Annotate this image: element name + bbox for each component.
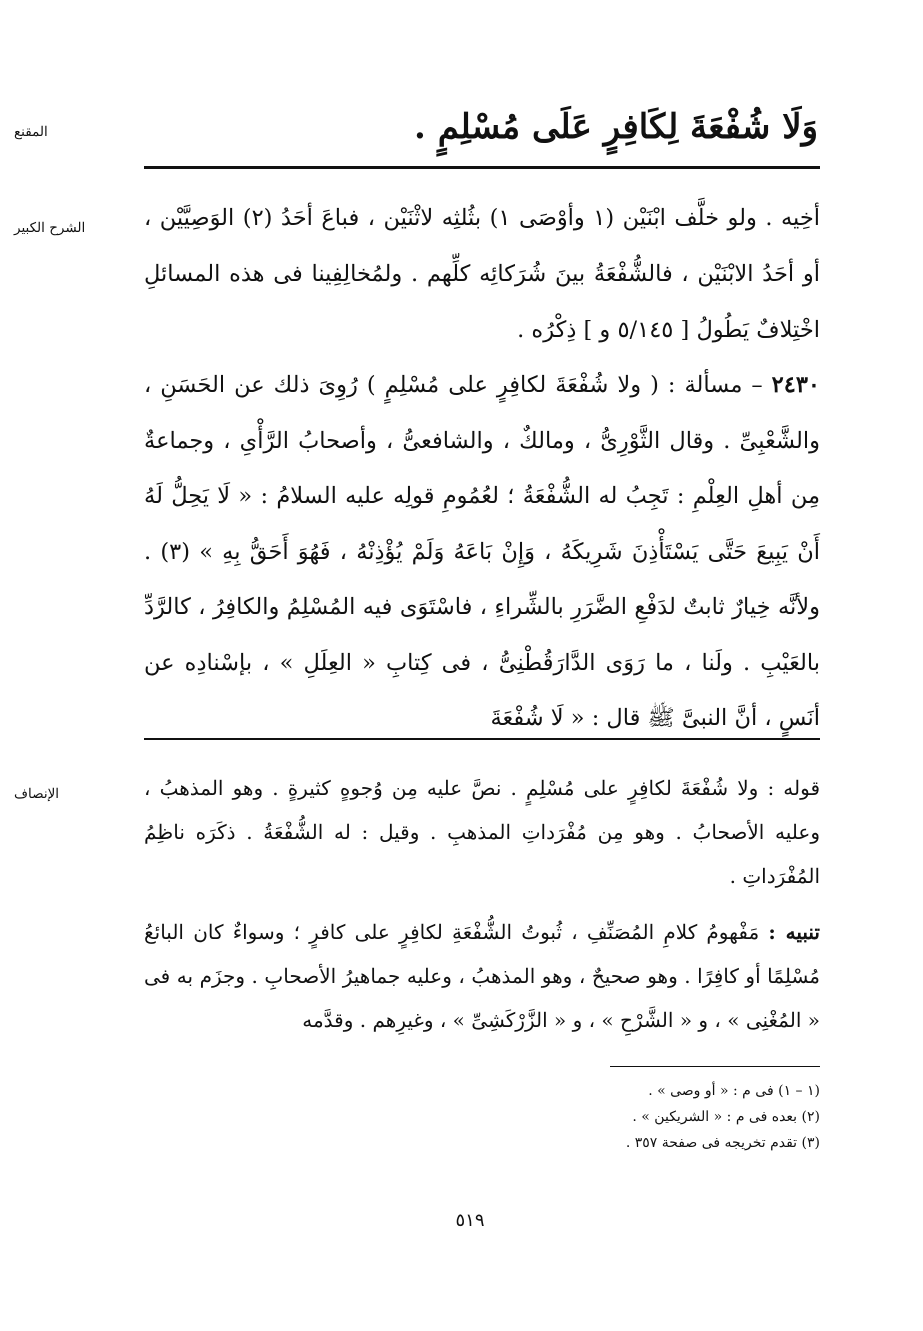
footnote-rule xyxy=(610,1066,820,1067)
page-number: ٥١٩ xyxy=(455,1210,485,1231)
header-rule xyxy=(144,166,820,169)
insaf-text-2: مَفْهومُ كلامِ المُصَنِّفِ ، ثُبوتُ الشُّفْعَةِ لكافِرٍ على كافرٍ ؛ وسواءٌ كان البائعُ مُسْلِمًا أو كافِرًا . وهو صحيحٌ ، وهو المذهبُ ، وعليه جماهيرُ الأصحابِ . وجزَم به فى « المُغْنِى » ، و « الشَّرْحِ » ، و « الزَّرْكَشِىِّ » ، وغيرِهم . وقدَّمه xyxy=(144,920,820,1032)
sharh-text-1: أخِيه . ولو خلَّف ابْنَيْن (١ وأوْصَى ١) بثُلثِه لاثْنَيْن ، فباعَ أحَدُ (٢) الوَصِيَّيْن ، أو أحَدُ الابْنَيْن ، فالشُّفْعَةُ بينَ شُرَكائِه كلِّهم . ولمُخالِفِينا فى هذه المسائلِ اخْتِلافٌ يَطُولُ [ ٥/١٤٥ و ] ذِكْرُه . xyxy=(144,205,820,343)
sharh-paragraph-1 xyxy=(144,190,820,358)
side-label-muqni: المقنع xyxy=(14,124,48,140)
insaf-text-1: قوله : ولا شُفْعَةَ لكافِرٍ على مُسْلِمٍ . نصَّ عليه مِن وُجوهٍ كثيرةٍ . وهو المذهبُ ، وعليه الأصحابُ . وهو مِن مُفْرَداتِ المذهبِ . وقيل : له الشُّفْعَةُ . ذكَرَه ناظِمُ المُفْرَداتِ . xyxy=(144,776,820,888)
footnote-1: (١ – ١) فى م : « أو وصى » . xyxy=(648,1083,820,1099)
side-label-insaf: الإنصاف xyxy=(14,786,60,802)
sharh-paragraph-2 xyxy=(144,358,820,747)
section-divider xyxy=(144,738,820,740)
footnote-2: (٢) بعده فى م : « الشريكين » . xyxy=(632,1109,820,1125)
side-label-sharh-kabir: الشرح الكبير xyxy=(14,220,86,236)
footnote-3: (٣) تقدم تخريجه فى صفحة ٣٥٧ . xyxy=(625,1135,820,1151)
insaf-paragraph-1 xyxy=(144,766,820,898)
issue-number: ٢٤٣٠ xyxy=(771,372,820,398)
insaf-paragraph-2 xyxy=(144,910,820,1042)
page-header-matn: وَلَا شُفْعَةَ لِكَافِرٍ عَلَى مُسْلِمٍ . xyxy=(414,107,818,147)
tanbih-label: تنبيه : xyxy=(768,920,820,944)
footnotes xyxy=(560,1078,820,1156)
sharh-text-2: – مسألة : ( ولا شُفْعَةَ لكافِرٍ على مُسْلِمٍ ) رُوِىَ ذلك عن الحَسَنِ ، والشَّعْبِىِّ . وقال الثَّوْرِىُّ ، ومالكٌ ، والشافعىُّ ، وأصحابُ الرَّأْىِ ، وجماعةٌ مِن أهلِ العِلْمِ : تَجِبُ له الشُّفْعَةُ ؛ لعُمُومِ قولِه عليه السلامُ : « لَا يَحِلُّ لَهُ أَنْ يَبِيعَ حَتَّى يَسْتَأْذِنَ شَرِيكَهُ ، وَإِنْ بَاعَهُ وَلَمْ يُؤْذِنْهُ ، فَهُوَ أَحَقُّ بِهِ » (٣) . ولأنَّه خِيارٌ ثابتٌ لدَفْعِ الضَّرَرِ بالشِّراءِ ، فاسْتَوَى فيه المُسْلِمُ والكافِرُ ، كالرَّدِّ بالعَيْبِ . ولَنا ، ما رَوَى الدَّارَقُطْنِىُّ ، فى كِتابِ « العِلَلِ » ، بإسْنادِه عن أنَسٍ ، أنَّ النبىَّ ﷺ قال : « لَا شُفْعَةَ xyxy=(144,372,820,731)
